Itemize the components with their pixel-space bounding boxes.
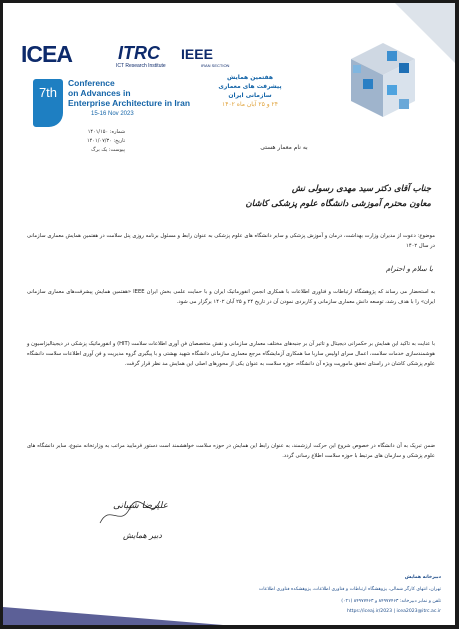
cube-logo-icon	[343, 39, 423, 129]
footer-secretariat: دبیرخانه همایش	[404, 575, 441, 580]
signature-title: دبیر همایش	[123, 531, 162, 540]
conference-title-line: on Advances in	[68, 88, 131, 98]
persian-title-line: سازمانی ایران	[228, 92, 272, 99]
letter-meta	[87, 128, 125, 155]
letter-page	[3, 3, 455, 625]
letter-paragraph: ضمن تبریک به آن دانشگاه در خصوص شروع این حرکت ارزشمند، به عنوان رابط این همایش در حوزه سلامت خواهشمند است دستور فرمایید مراتب به وزارتخانه متبوع، سایر دانشگاه های علوم پزشکی و سازمان های مرتبط با حوزه سلامت اطلاع رسانی گردد.	[27, 443, 435, 459]
letter-paragraph: با عنایت به تاکید این همایش بر حکمرانی دیجیتال و تاثیر آن بر جنبه‌های مختلف معماری سازمانی و نقش متخصصان فن آوری اطلاعات سلامت (HIT) و انفورماتیک پزشکی در دیجیتالیزاسیون و هوشمندسازی خدمات سلامت، اعمال سرای اولیس ساربا سا همکاری آزمایشگاه مرجع معماری سازمانی دانشگاه شهید بهشتی و با پیگیری گروه مدیریت و فن آوری اطلاعات سلامت دانشگاه علوم پزشکی کاشان در راستای تحقق ماموریت ویژه آن دانشگاه، حوزه سلامت به عنوان یکی از محورهای اصلی این همایش مد نظر قرار گرفت.	[27, 341, 435, 367]
ieee-logo: IEEE	[181, 46, 213, 62]
conference-date: 15-16 Nov 2023	[91, 111, 134, 117]
corner-decoration	[3, 607, 223, 625]
signature-name: علیرضا شیبانی	[113, 501, 168, 511]
footer-address: تهران، انتهای کارگر شمالی، پژوهشگاه ارتباطات و فناوری اطلاعات، پژوهشکده فناوری اطلاعات	[258, 587, 441, 592]
letter-subject: موضوع: دعوت از مدیران وزارت بهداشت، درمان و آموزش پزشکی و سایر دانشگاه های علوم پزشکی به عنوان رابط و مسئول برنامه روزی پنل سلامت در هفتمین همایش معماری سازمانی در سال ۱۴۰۲	[27, 233, 435, 249]
footer-website[interactable]: https://iceaj.ir/2023 | icea2023@itrc.ac.ir	[346, 609, 441, 614]
letter-number: شماره: ۱۴۰۱/۱۵۰	[87, 129, 126, 135]
persian-title-date: ۲۴ و ۲۵ آبان ماه ۱۴۰۲	[222, 101, 278, 108]
letter-paragraph: به استحضار می رساند که پژوهشگاه ارتباطات و فناوری اطلاعات با همکاری انجمن انفورماتیک ایران و با حمایت علمی بخش ایران IEEE «هفتمین همایش پیشرفت‌های معماری سازمانی ایران» را با هدف رشد، توسعه دانش معماری سازمانی و کاربردی نمودن آن در تاریخ ۲۴ و ۲۵ آبان ۱۴۰۲ برگزار می شود.	[27, 289, 435, 305]
bismillah: به نام معمار هستی	[260, 144, 308, 151]
persian-title-line: هفتمین همایش	[226, 74, 274, 81]
itrc-logo: ITRC	[118, 43, 160, 63]
persian-conference-title	[205, 73, 295, 109]
letter-date: تاریخ: ۱۴۰۱/۰۷/۳۰	[87, 138, 126, 144]
signature-scribble-icon	[95, 493, 165, 533]
letter-greeting: با سلام و احترام	[385, 265, 433, 273]
ieee-logo-subtitle: IRAN SECTION	[201, 63, 230, 68]
conference-title-line: Enterprise Architecture in Iran	[68, 98, 191, 108]
icea-logo: ICEA	[21, 41, 72, 67]
itrc-logo-subtitle: ICT Research Institute	[116, 63, 166, 69]
addressee-name: جناب آقای دکتر سید مهدی رسولی نش	[291, 184, 431, 194]
conference-title-line: Conference	[68, 78, 115, 88]
addressee-title: معاون محترم آموزشی دانشگاه علوم پزشکی کاشان	[245, 199, 431, 209]
letter-attachment: پیوست: یک برگ	[91, 147, 126, 153]
persian-title-line: پیشرفت های معماری	[218, 83, 282, 90]
footer-phone: تلفن و نمابر دبیرخانه: ۸۴۹۷۷۴۶۳ و ۸۴۹۷۷۴۶۳ (۰۲۱)	[341, 599, 441, 604]
conference-title	[68, 78, 190, 108]
edition-badge: 7th	[33, 79, 63, 127]
